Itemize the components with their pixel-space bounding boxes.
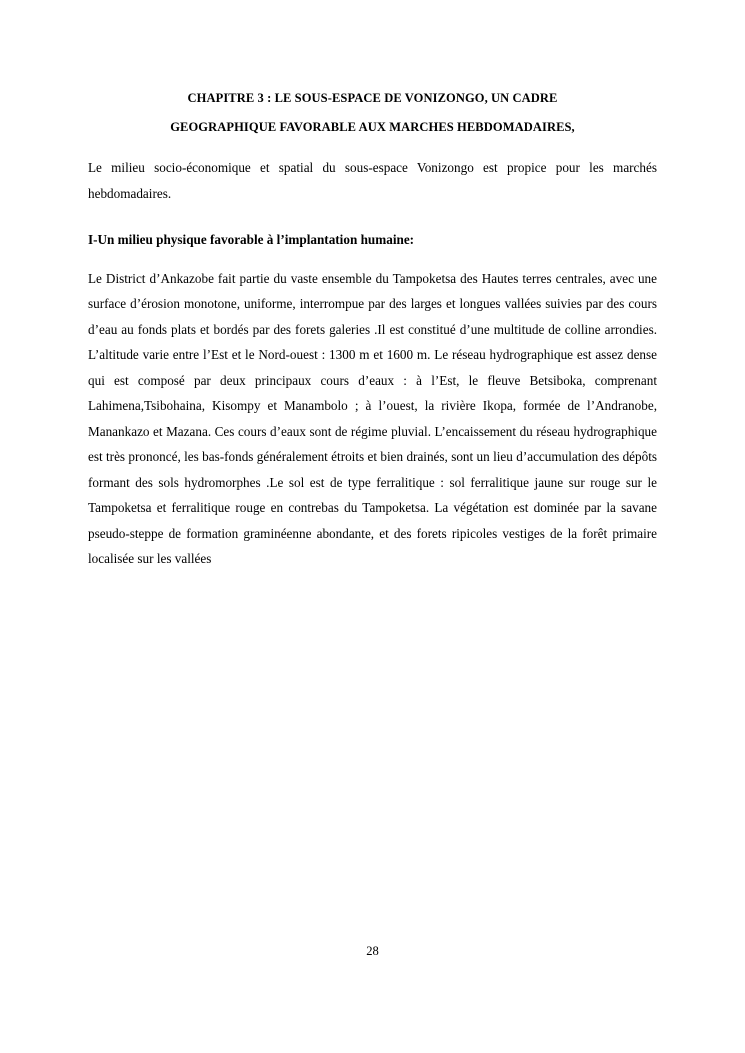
body-paragraph: Le District d’Ankazobe fait partie du vaste ensemble du Tampoketsa des Hautes terres centrales, avec une surface d’érosion monotone, uniforme, interrompue par des larges et longues vallées suivies par des cours d’eau au fonds plats et bordés par des forets galeries .Il est constitué d’une multitude de colline arrondies. L’altitude varie entre l’Est et le Nord-ouest : 1300 m et 1600 m. Le réseau hydrographique est assez dense qui est composé par deux principaux cours d’eaux : à l’Est, le fleuve Betsiboka, comprenant Lahimena,Tsibohaina, Kisompy et Manambolo ; à l’ouest, la rivière Ikopa, formée de l’Andranobe, Manankazo et Mazana. Ces cours d’eaux sont de régime pluvial. L’encaissement du réseau hydrographique est très prononcé, les bas-fonds généralement étroits et bien drainés, sont un lieu d’accumulation des dépôts formant des sols hydromorphes .Le sol est de type ferralitique : sol ferralitique jaune sur rouge sur le Tampoketsa et ferralitique rouge en contrebas du Tampoketsa. La végétation est dominée par la savane pseudo-steppe de formation graminéenne abondante, et des forets ripicoles vestiges de la forêt primaire localisée sur les vallées bbox=[88, 270, 657, 567]
intro-paragraph: Le milieu socio-économique et spatial du sous-espace Vonizongo est propice pour les marchés hebdomadaires. bbox=[88, 160, 657, 201]
section-heading: I-Un milieu physique favorable à l’implantation humaine: bbox=[88, 232, 415, 247]
chapter-title-line-1: CHAPITRE 3 : LE SOUS-ESPACE DE VONIZONGO, UN CADRE bbox=[187, 91, 558, 105]
chapter-title bbox=[88, 84, 657, 142]
page-content bbox=[88, 84, 657, 572]
chapter-title-line-2: GEOGRAPHIQUE FAVORABLE AUX MARCHES HEBDOMADAIRES, bbox=[170, 120, 575, 134]
page-number: 28 bbox=[366, 944, 379, 958]
